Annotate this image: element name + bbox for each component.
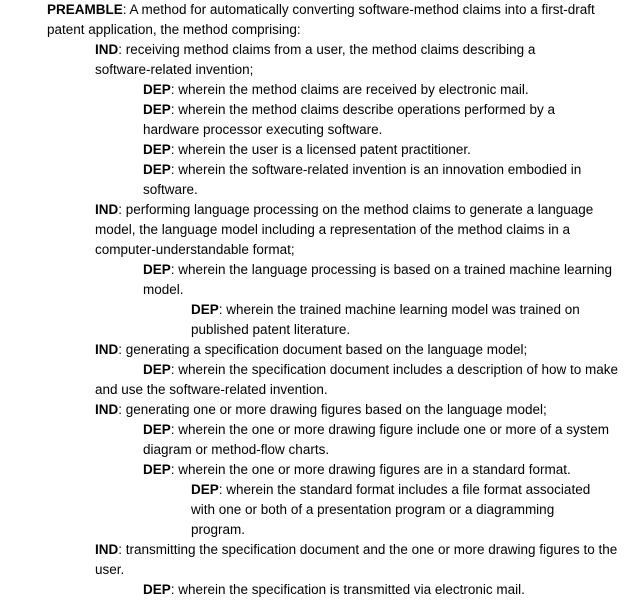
claim-independent [95,40,585,80]
claim-independent [95,540,625,580]
claim-independent [95,200,610,260]
claim-preamble [47,0,607,40]
claim-tag: IND [95,342,119,357]
claim-tag: DEP [143,102,171,117]
claim-text: : wherein the specification is transmitted via electronic mail. [170,582,525,597]
claim-dependent [143,100,613,140]
claim-text: : transmitting the specification document and the one or more drawing figures to the user. [95,542,618,577]
claim-dependent [143,420,613,460]
claim-text: : generating a specification document based on the language model; [118,342,528,357]
claim-text: : wherein the specification document includes a description of how to make and use the software-related invention. [95,362,619,397]
claim-text: : wherein the trained machine learning model was trained on published patent literature. [191,302,580,337]
claim-tag: IND [95,402,119,417]
claim-tag: DEP [143,142,171,157]
claim-tag: DEP [143,82,171,97]
claim-tag: PREAMBLE [47,2,123,17]
claim-tag: IND [95,42,119,57]
claim-tag: IND [95,542,119,557]
claim-text: : wherein the software-related invention is an innovation embodied in software. [143,162,582,197]
claim-text: : A method for automatically converting software-method claims into a first-draft patent application, the method comprising: [47,2,595,37]
claim-text: : wherein the one or more drawing figure include one or more of a system diagram or method-flow charts. [143,422,609,457]
claim-dependent [143,160,623,200]
claim-tag: DEP [143,262,171,277]
claim-dependent [143,580,613,600]
claim-text: : wherein the method claims describe operations performed by a hardware processor executing software. [143,102,555,137]
claim-independent [95,400,610,420]
claim-text: : wherein the language processing is based on a trained machine learning model. [143,262,613,297]
claim-tag: IND [95,202,119,217]
claim-dependent [143,140,613,160]
claim-tag: DEP [143,362,171,377]
claim-tag: DEP [143,422,171,437]
claim-text: : generating one or more drawing figures based on the language model; [118,402,547,417]
claim-text: : receiving method claims from a user, the method claims describing a software-related invention; [95,42,536,77]
claim-text: : wherein the method claims are received by electronic mail. [170,82,529,97]
claim-tag: DEP [191,482,219,497]
claim-tag: DEP [143,582,171,597]
claim-tag: DEP [143,162,171,177]
claim-dependent [191,480,591,540]
claim-text: : performing language processing on the method claims to generate a language model, the language model including a representation of the method claims in a computer-understandable format; [95,202,594,257]
claim-text: : wherein the standard format includes a file format associated with one or both of a presentation program or a diagramming program. [191,482,591,537]
claim-independent [95,340,610,360]
claim-tag: DEP [191,302,219,317]
claim-tag: DEP [143,462,171,477]
claim-dependent [143,460,623,480]
claim-dependent [191,300,621,340]
claim-dependent [95,360,625,400]
claim-text: : wherein the one or more drawing figures are in a standard format. [170,462,571,477]
claim-dependent [143,80,613,100]
claim-text: : wherein the user is a licensed patent practitioner. [170,142,471,157]
claim-dependent [143,260,613,300]
